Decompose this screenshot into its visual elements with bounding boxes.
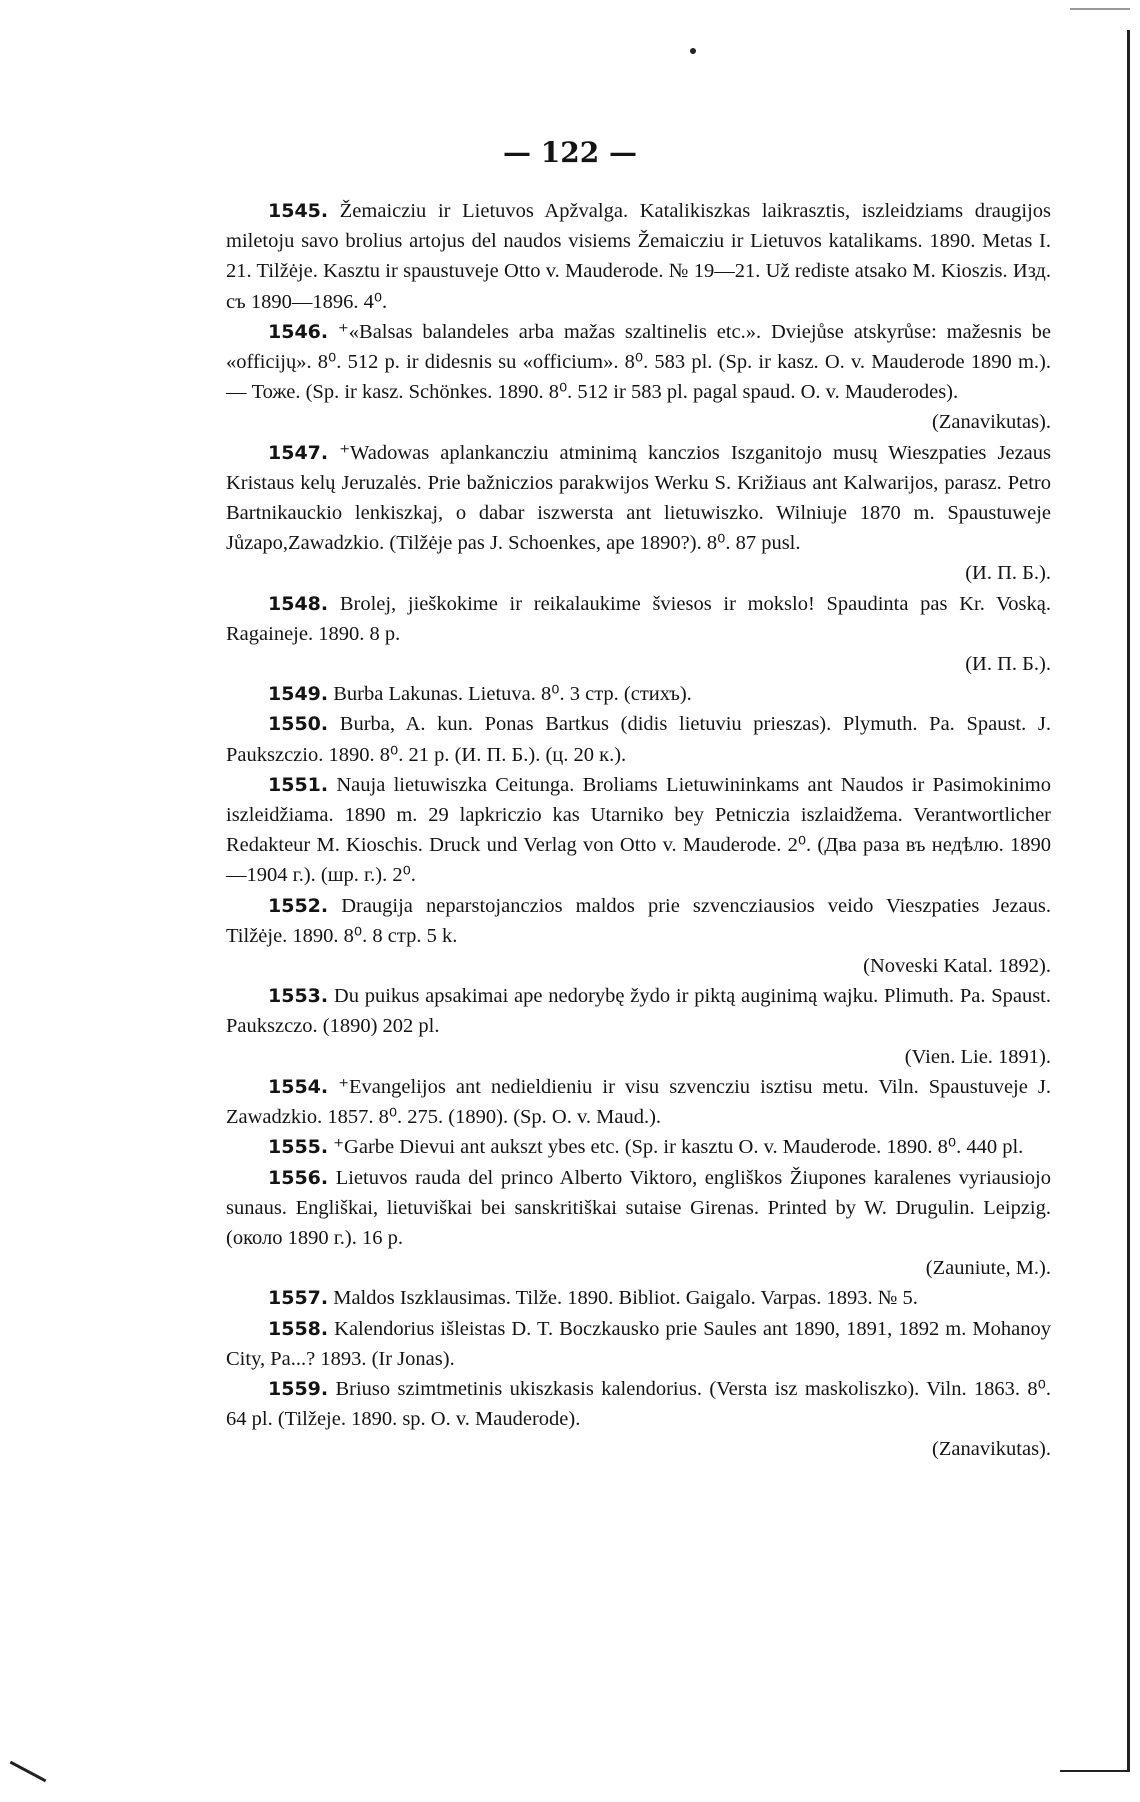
entry-text: ⁺Evangelijos ant nedieldieniu ir visu szvencziu isztisu metu. Viln. Spaustuveje J. Zawadzkio. 1857. 8⁰. 275. (1890). (Sp. O. v. Maud.).: [226, 1075, 1052, 1129]
bibliography-entry: [226, 1283, 1051, 1313]
entry-text: Maldos Iszklausimas. Tilže. 1890. Bibliot. Gaigalo. Varpas. 1893. № 5.: [333, 1287, 918, 1310]
entry-text: ⁺Wadowas aplankancziu atminimą kanczios Iszganitojo musų Wieszpaties Jezaus Kristaus kelų Jeruzalės. Prie bažniczios parakwijos Werku S. Križiaus ant Kalwarijos, parasz. Petro Bartnikauckio lenkiszkaj, o dabar iszwersta ant lietuwiszko. Wilniuje 1870 m. Spaustuweje Jůzapo,Zawadzkio. (Tilžėje pas J. Schoenkes, ape 1890?). 8⁰. 87 pusl.: [226, 441, 1051, 555]
entry-source-note: (Zauniute, M.).: [925, 1257, 1051, 1280]
bibliography-entry: [226, 709, 1051, 769]
entry-number: 1556.: [268, 1166, 329, 1189]
entry-text: Brolej, jieškokime ir reikalaukime šviesos ir mokslo! Spaudinta pas Kr. Voską. Ragaineje. 1890. 8 p.: [226, 592, 1052, 645]
entry-number: 1551.: [268, 773, 329, 796]
ink-dot: [690, 48, 696, 54]
bibliography-entry: [226, 770, 1051, 891]
entry-number: 1558.: [268, 1317, 329, 1340]
entry-number: 1546.: [268, 320, 329, 343]
entry-source-note: (Zanavikutas).: [932, 1438, 1051, 1461]
entry-text: ⁺Garbe Dievui ant aukszt ybes etc. (Sp. ir kasztu O. v. Mauderode. 1890. 8⁰. 440 pl.: [333, 1136, 1024, 1159]
entry-text: Nauja lietuwiszka Ceitunga. Broliams Lietuwininkams ant Naudos ir Pasimokinimo iszleidžiama. 1890 m. 29 lapkriczio kas Utarniko bey Petniczia iszlaidžema. Verantwortlicher Redakteur M. Kioschis. Druck und Verlag von Otto v. Mauderode. 2⁰. (Два раза въ недѣлю. 1890—1904 г.). (шр. г.). 2⁰.: [226, 773, 1051, 887]
entry-number: 1545.: [268, 200, 329, 222]
entry-text: Žemaicziu ir Lietuvos Apžvalga. Katalikiszkas laikrasztis, iszleidziams draugijos miletoju savo brolius artojus del naudos visiems Žemaicziu ir Lietuvos katalikams. 1890. Metas I. 21. Tilžėje. Kasztu ir spaustuveje Otto v. Mauderode. № 19—21. Už rediste atsako M. Kioszis. Изд. съ 1890—1896. 4⁰.: [226, 200, 1052, 313]
bibliography-entry: [226, 1163, 1051, 1254]
entry-source-note: (Zanavikutas).: [932, 411, 1051, 434]
bibliography-entry: [226, 438, 1051, 559]
entry-number: 1557.: [268, 1287, 329, 1310]
entry-source-note: (И. П. Б.).: [965, 562, 1051, 585]
page-edge-line: [1127, 30, 1130, 1770]
bibliography-entry: [226, 196, 1051, 317]
entry-text: ⁺«Balsas balandeles arba mažas szaltinelis etc.». Dviejůse atskyrůse: mažesnis be «officijų». 8⁰. 512 p. ir didesnis su «officium». 8⁰. 583 pl. (Sp. ir kasz. O. v. Mauderode 1890 m.). — Тоже. (Sp. ir kasz. Schönkes. 1890. 8⁰. 512 ir 583 pl. pagal spaud. O. v. Mauderodes).: [226, 320, 1051, 404]
entry-text: Lietuvos rauda del princo Alberto Viktoro, engliškos Žiupones karalenes vyriausiojo sunaus. Engliškai, lietuviškai bei sanskritiškai sutaise Girenas. Printed by W. Drugulin. Leipzig. (около 1890 г.). 16 p.: [226, 1166, 1052, 1249]
bibliography-entry: [226, 1132, 1051, 1162]
entry-text: Draugija neparstojanczios maldos prie szvencziausios veido Vieszpaties Jezaus. Tilžėje. 1890. 8⁰. 8 стр. 5 k.: [226, 894, 1051, 947]
bibliography-entry: [226, 589, 1051, 649]
bibliography-entry: [226, 891, 1051, 951]
entry-text: Kalendorius išleistas D. T. Boczkausko prie Saules ant 1890, 1891, 1892 m. Mohanoy City, Pa...? 1893. (Ir Jonas).: [226, 1317, 1051, 1370]
bibliography-entry: [226, 1072, 1051, 1132]
entry-number: 1552.: [268, 894, 329, 917]
entry-number: 1555.: [268, 1136, 329, 1159]
bibliography-entry: [226, 1374, 1051, 1434]
entry-source-note: (Noveski Katal. 1892).: [863, 955, 1051, 978]
bibliography-entries: [226, 196, 1051, 1465]
page-edge-line: [1060, 1770, 1130, 1772]
entry-number: 1547.: [268, 441, 329, 464]
entry-source-note: (И. П. Б.).: [965, 653, 1051, 676]
bibliography-entry: [226, 317, 1051, 408]
entry-number: 1553.: [268, 985, 329, 1008]
entry-number: 1559.: [268, 1377, 329, 1400]
entry-text: Briuso szimtmetinis ukiszkasis kalendorius. (Versta isz maskoliszko). Viln. 1863. 8⁰. 64 pl. (Tilžeje. 1890. sp. O. v. Mauderode).: [226, 1377, 1051, 1431]
entry-number: 1554.: [268, 1075, 329, 1098]
entry-source-note: (Vien. Lie. 1891).: [904, 1045, 1051, 1068]
page-number: — 122 —: [503, 136, 637, 169]
entry-text: Burba, A. kun. Ponas Bartkus (didis lietuviu prieszas). Plymuth. Pa. Spaust. J. Paukszczio. 1890. 8⁰. 21 p. (И. П. Б.). (ц. 20 к.).: [226, 713, 1052, 766]
scan-mark: [10, 1761, 47, 1782]
entry-number: 1550.: [268, 713, 329, 736]
bibliography-entry: [226, 1314, 1051, 1374]
bibliography-entry: [226, 679, 1051, 709]
bibliography-entry: [226, 981, 1051, 1041]
entry-number: 1549.: [268, 683, 329, 706]
entry-text: Burba Lakunas. Lietuva. 8⁰. 3 стр. (стихъ).: [333, 683, 692, 706]
entry-number: 1548.: [268, 592, 329, 615]
page-edge-line: [1070, 8, 1130, 10]
entry-text: Du puikus apsakimai ape nedorybę žydo ir piktą auginimą wajku. Plimuth. Pa. Spaust. Paukszczo. (1890) 202 pl.: [226, 985, 1052, 1038]
